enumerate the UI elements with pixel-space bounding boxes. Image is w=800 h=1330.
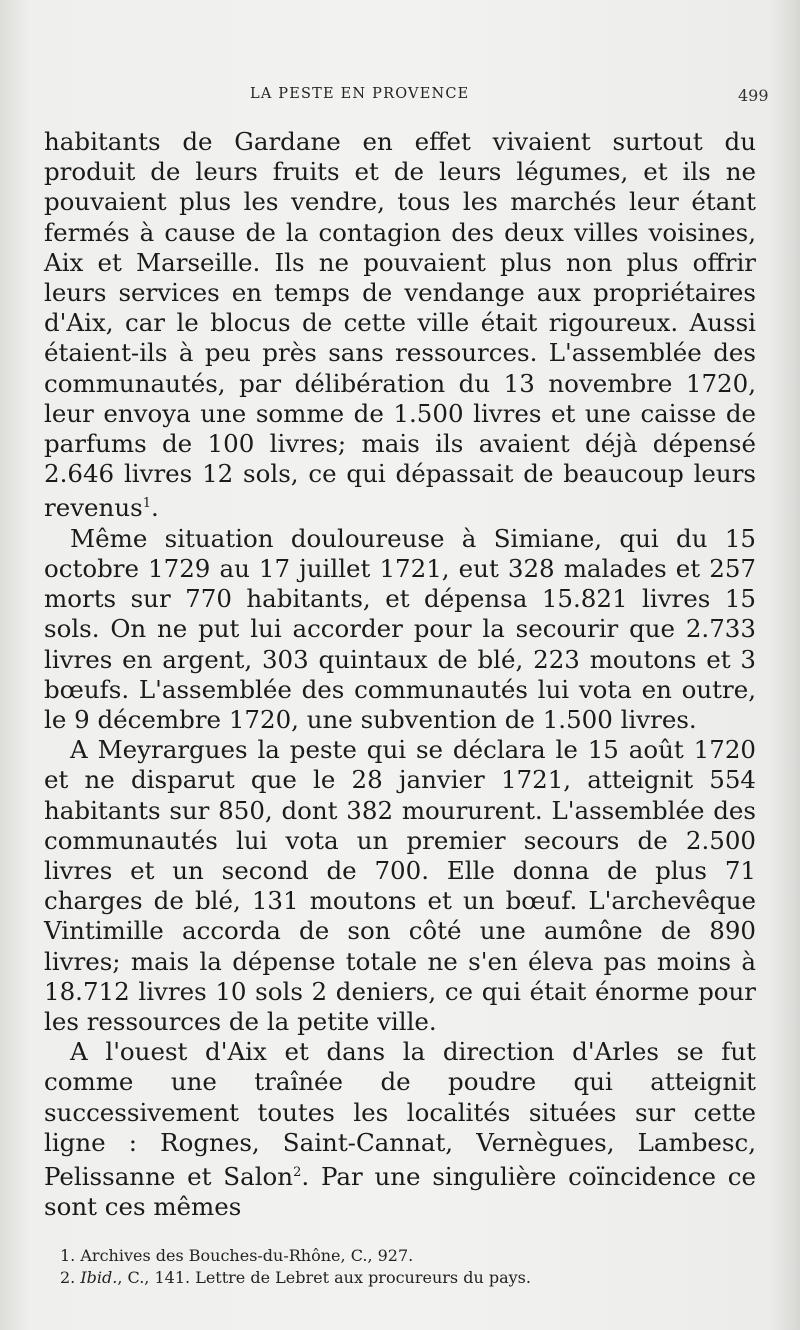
paragraph-text: habitants de Gardane en effet vivaient surtout du produit de leurs fruits et de leurs légumes, et ils ne pouvaient plus les vendre, tous les marchés leur étant fermés à cause de la contagion des deux villes voisines, Aix et Marseille. Ils ne pouvaient plus non plus offrir leurs services en temps de vendange aux propriétaires d'Aix, car le blocus de cette ville était rigoureux. Aussi étaient-ils à peu près sans ressources. L'assemblée des communautés, par délibération du 13 novembre 1720, leur envoya une somme de 1.500 livres et une caisse de parfums de 100 livres; mais ils avaient déjà dépensé 2.646 livres 12 sols, ce qui dépassait de beaucoup leurs revenus (44, 127, 756, 523)
footnote-ref-2: 2 (293, 1165, 302, 1181)
footnote-2 (60, 1267, 760, 1289)
page-header (0, 86, 800, 106)
footnote-ref-1: 1 (142, 496, 151, 512)
paragraph-meyrargues: A Meyrargues la peste qui se déclara le 15 août 1720 et ne disparut que le 28 janvier 1721, atteignit 554 habitants sur 850, dont 382 moururent. L'assemblée des communautés lui vota un premier secours de 2.500 livres et un second de 700. Elle donna de plus 71 charges de blé, 131 moutons et un bœuf. L'archevêque Vintimille accorda de son côté une aumône de 890 livres; mais la dépense totale ne s'en éleva pas moins à 18.712 livres 10 sols 2 deniers, ce qui était énorme pour les ressources de la petite ville. (44, 735, 756, 1037)
body-text (44, 127, 756, 1223)
paragraph-simiane: Même situation douloureuse à Simiane, qui du 15 octobre 1729 au 17 juillet 1721, eut 328 malades et 257 morts sur 770 habitants, et dépensa 15.821 livres 15 sols. On ne put lui accorder pour la secourir que 2.733 livres en argent, 303 quintaux de blé, 223 moutons et 3 bœufs. L'assemblée des communautés lui vota en outre, le 9 décembre 1720, une subvention de 1.500 livres. (44, 523, 756, 735)
footnote-number: 2. (60, 1268, 76, 1287)
page-number: 499 (738, 86, 769, 105)
footnote-ibid: Ibid. (80, 1268, 118, 1287)
footnote-text: , C., 141. Lettre de Lebret aux procureurs du pays. (117, 1268, 531, 1287)
footnote-text: Archives des Bouches-du-Rhône, C., 927. (80, 1246, 414, 1265)
paragraph-text: A l'ouest d'Aix et dans la direction d'Arles se fut comme une traînée de poudre qui atteignit successivement toutes les localités situées sur cette ligne : Rognes, Saint-Cannat, Vernègues, Lambesc, Pelissanne et Salon (44, 1037, 756, 1192)
paragraph-text-continued: Par une singulière coïncidence ce sont ces mêmes (44, 1162, 756, 1222)
running-head: LA PESTE EN PROVENCE (250, 86, 470, 102)
footnotes (60, 1245, 760, 1289)
paragraph-aix-ouest: A l'ouest d'Aix et dans la direction d'Arles se fut comme une traînée de poudre qui atteignit successivement toutes les localités situées sur cette ligne : Rognes, Saint-Cannat, Vernègues, Lambesc, Pelissanne et Salon$^2$. Par une singulière coïncidence ce sont ces mêmes (44, 1037, 756, 1222)
footnote-number: 1. (60, 1246, 76, 1265)
footnote-1 (60, 1245, 760, 1267)
paragraph-gardane: habitants de Gardane en effet vivaient surtout du produit de leurs fruits et de leurs légumes, et ils ne pouvaient plus les vendre, tous les marchés leur étant fermés à cause de la contagion des deux villes voisines, Aix et Marseille. Ils ne pouvaient plus non plus offrir leurs services en temps de vendange aux propriétaires d'Aix, car le blocus de cette ville était rigoureux. Aussi étaient-ils à peu près sans ressources. L'assemblée des communautés, par délibération du 13 novembre 1720, leur envoya une somme de 1.500 livres et une caisse de parfums de 100 livres; mais ils avaient déjà dépensé 2.646 livres 12 sols, ce qui dépassait de beaucoup leurs revenus$^1$. (44, 127, 756, 523)
